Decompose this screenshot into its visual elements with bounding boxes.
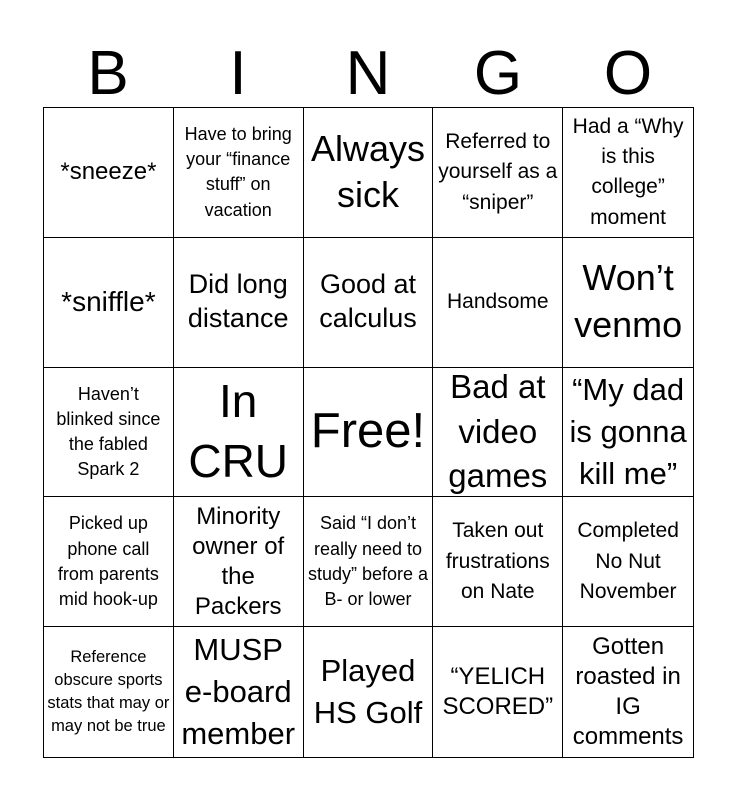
bingo-cell-r5-c5[interactable]: Gotten roasted in IG comments	[572, 633, 684, 751]
bingo-cell-r1-c3[interactable]: Always sick	[304, 108, 434, 238]
bingo-cell-r1-c1[interactable]: *sneeze*	[44, 108, 174, 238]
bingo-cell-r4-c1[interactable]: Picked up phone call from parents mid hook-up	[44, 497, 174, 627]
bingo-cell-r4-c4[interactable]: Taken out frustrations on Nate	[433, 497, 563, 627]
bingo-cell-r3-c4[interactable]: Bad at video games	[433, 368, 563, 498]
bingo-cell-r2-c4[interactable]: Handsome	[433, 238, 563, 368]
bingo-cell-r4-c3[interactable]: Said “I don’t really need to study” before a B- or lower	[304, 497, 434, 627]
header-letter-n: N	[345, 39, 391, 108]
header-letter-o: O	[603, 39, 653, 108]
bingo-cell-r3-c5[interactable]: “My dad is gonna kill me”	[563, 368, 693, 498]
bingo-cell-r3-c2[interactable]: In CRU	[174, 368, 304, 498]
bingo-cell-r2-c1[interactable]: *sniffle*	[44, 238, 174, 368]
bingo-cell-r5-c2[interactable]: MUSP e-board member	[174, 627, 304, 757]
header-letter-g: G	[473, 39, 523, 108]
bingo-cell-r1-c5[interactable]: Had a “Why is this college” moment	[563, 108, 693, 238]
bingo-cell-r2-c5[interactable]: Won’t venmo	[563, 238, 693, 368]
bingo-cell-r5-c4[interactable]: “YELICH SCORED”	[433, 627, 563, 757]
bingo-cell-r4-c5[interactable]: Completed No Nut November	[563, 497, 693, 627]
bingo-cell-r1-c4[interactable]: Referred to yourself as a “sniper”	[433, 108, 563, 238]
bingo-board	[43, 107, 694, 758]
bingo-header	[43, 40, 693, 108]
bingo-cell-r2-c2[interactable]: Did long distance	[174, 238, 304, 368]
bingo-cell-r5-c1[interactable]: Reference obscure sports stats that may or may not be true	[44, 627, 174, 757]
bingo-cell-r5-c3[interactable]: Played HS Golf	[304, 627, 434, 757]
bingo-cell-r4-c2[interactable]: Minority owner of the Packers	[174, 497, 304, 627]
bingo-cell-free[interactable]: Free!	[304, 368, 434, 498]
bingo-cell-r3-c1[interactable]: Haven’t blinked since the fabled Spark 2	[44, 368, 174, 498]
header-letter-i: I	[229, 39, 247, 108]
bingo-cell-r1-c2[interactable]: Have to bring your “finance stuff” on vacation	[174, 108, 304, 238]
bingo-cell-r2-c3[interactable]: Good at calculus	[304, 238, 434, 368]
header-letter-b: B	[87, 39, 129, 108]
